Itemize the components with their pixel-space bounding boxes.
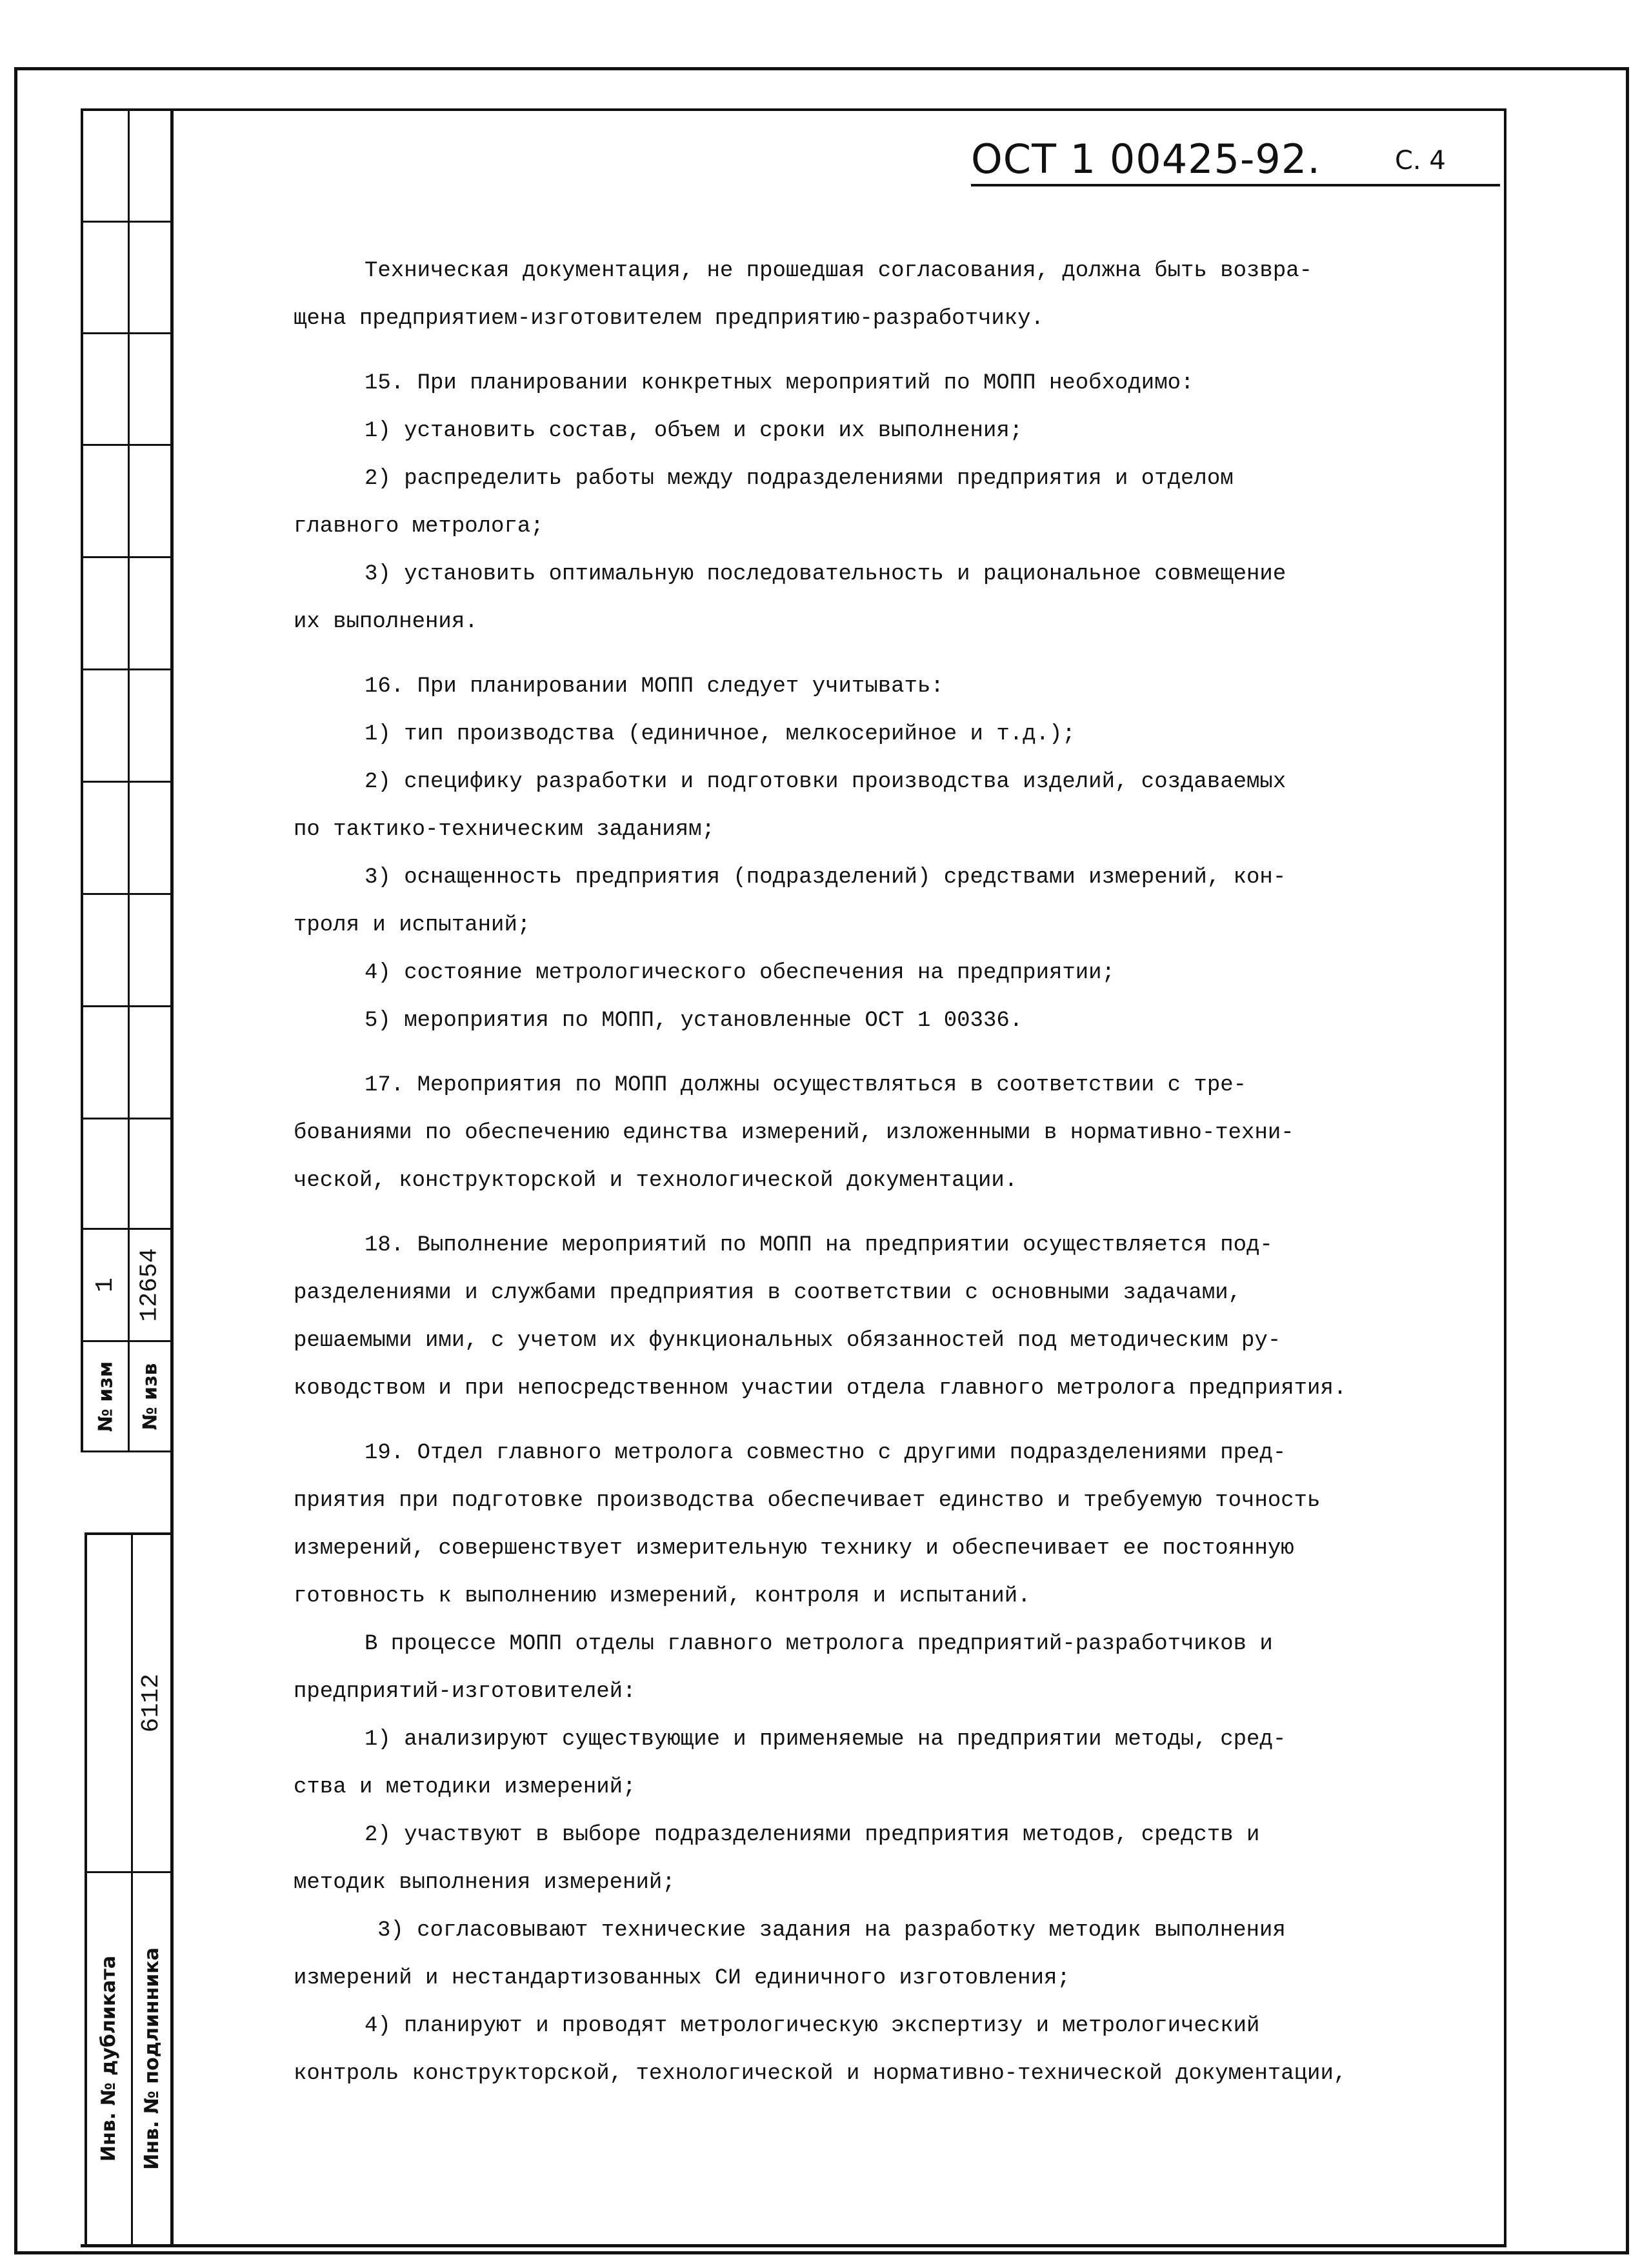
text-line: контроль конструкторской, технологической и нормативно-технической документации,	[294, 2062, 1347, 2086]
notice-label: № изв	[139, 1363, 162, 1430]
text-line: 2) специфику разработки и подготовки производства изделий, создаваемых	[365, 770, 1286, 794]
text-line: 3) согласовывают технические задания на разработку методик выполнения	[377, 1918, 1286, 1943]
text-line: бованиями по обеспечению единства измерений, изложенными в нормативно-техни-	[294, 1121, 1294, 1145]
duplicate-label: Инв. № дубликата	[97, 1955, 121, 2162]
outer-frame-top	[14, 67, 1629, 70]
stamp-original-value-cell	[133, 1535, 170, 1871]
stamp-notice-value-cell	[130, 1230, 170, 1340]
stamp-notice-label-cell	[130, 1342, 170, 1450]
outer-frame-right	[1626, 67, 1629, 2254]
text-line: измерений, совершенствует измерительную технику и обеспечивает ее постоянную	[294, 1536, 1294, 1561]
text-line: 5) мероприятия по МОПП, установленные ОСТ 1 00336.	[365, 1009, 1023, 1033]
text-line: 1) тип производства (единичное, мелкосерийное и т.д.);	[365, 722, 1076, 747]
inner-frame-left	[170, 108, 174, 2247]
stamp-original-label-cell	[133, 1873, 170, 2244]
text-line: решаемыми ими, с учетом их функциональных обязанностей под методическим ру-	[294, 1329, 1281, 1353]
document-code-underline	[971, 184, 1500, 186]
text-line: ства и методики измерений;	[294, 1775, 636, 1800]
document-code: ОСТ 1 00425-92.	[971, 135, 1321, 183]
text-line: 2) участвуют в выборе подразделениями предприятия методов, средств и	[365, 1823, 1260, 1847]
text-line: 4) планируют и проводят метрологическую экспертизу и метрологический	[365, 2014, 1260, 2038]
text-line: разделениями и службами предприятия в соответствии с основными задачами,	[294, 1281, 1242, 1305]
text-line: 1) установить состав, объем и сроки их выполнения;	[365, 419, 1023, 443]
text-line: Техническая документация, не прошедшая согласования, должна быть возвра-	[365, 259, 1313, 283]
text-line: В процессе МОПП отделы главного метролога предприятий-разработчиков и	[365, 1632, 1273, 1656]
inner-frame-right	[1504, 108, 1506, 2247]
stamp-upper-bottom	[81, 1450, 172, 1452]
outer-frame-left	[14, 67, 17, 2254]
text-line: их выполнения.	[294, 610, 478, 634]
text-line: готовность к выполнению измерений, контроля и испытаний.	[294, 1584, 1031, 1609]
text-line: приятия при подготовке производства обеспечивает единство и требуемую точность	[294, 1489, 1321, 1513]
text-line: троля и испытаний;	[294, 913, 531, 938]
text-line: 18. Выполнение мероприятий по МОПП на предприятии осуществляется под-	[365, 1233, 1273, 1258]
text-line: ководством и при непосредственном участии отдела главного метролога предприятия.	[294, 1376, 1347, 1401]
original-number: 6112	[137, 1673, 166, 1733]
text-line: 16. При планировании МОПП следует учитывать:	[365, 674, 944, 699]
inner-frame-top	[81, 108, 1506, 111]
text-line: 1) анализируют существующие и применяемые на предприятии методы, сред-	[365, 1727, 1286, 1752]
stamp-duplicate-label-cell	[87, 1873, 131, 2244]
stamp-change-value-cell	[83, 1230, 128, 1340]
notice-number: 12654	[136, 1248, 164, 1322]
page-number: С. 4	[1395, 146, 1446, 176]
outer-frame-bottom	[14, 2251, 1629, 2254]
stamp-change-label-cell	[83, 1342, 128, 1450]
text-line: 2) распределить работы между подразделениями предприятия и отделом	[365, 467, 1234, 491]
change-label: № изм	[94, 1361, 117, 1432]
text-line: по тактико-техническим заданиям;	[294, 818, 715, 842]
text-line: ческой, конструкторской и технологической документации.	[294, 1169, 1018, 1193]
text-line: щена предприятием-изготовителем предприятию-разработчику.	[294, 306, 1044, 331]
text-line: 3) установить оптимальную последовательность и рациональное совмещение	[365, 562, 1286, 587]
text-line: 15. При планировании конкретных мероприятий по МОПП необходимо:	[365, 371, 1194, 396]
change-number: 1	[92, 1278, 119, 1292]
text-line: 17. Мероприятия по МОПП должны осуществляться в соответствии с тре-	[365, 1073, 1247, 1098]
text-line: 4) состояние метрологического обеспечения на предприятии;	[365, 961, 1115, 985]
text-line: 3) оснащенность предприятия (подразделений) средствами измерений, кон-	[365, 865, 1286, 890]
text-line: измерений и нестандартизованных СИ единичного изготовления;	[294, 1966, 1070, 1991]
inner-frame-bottom	[81, 2244, 1506, 2247]
stamp-duplicate-value-cell	[87, 1535, 131, 1871]
text-line: 19. Отдел главного метролога совместно с другими подразделениями пред-	[365, 1441, 1286, 1465]
text-line: главного метролога;	[294, 514, 544, 539]
text-line: методик выполнения измерений;	[294, 1871, 675, 1895]
original-label: Инв. № подлинника	[140, 1947, 163, 2170]
text-line: предприятий-изготовителей:	[294, 1680, 636, 1704]
